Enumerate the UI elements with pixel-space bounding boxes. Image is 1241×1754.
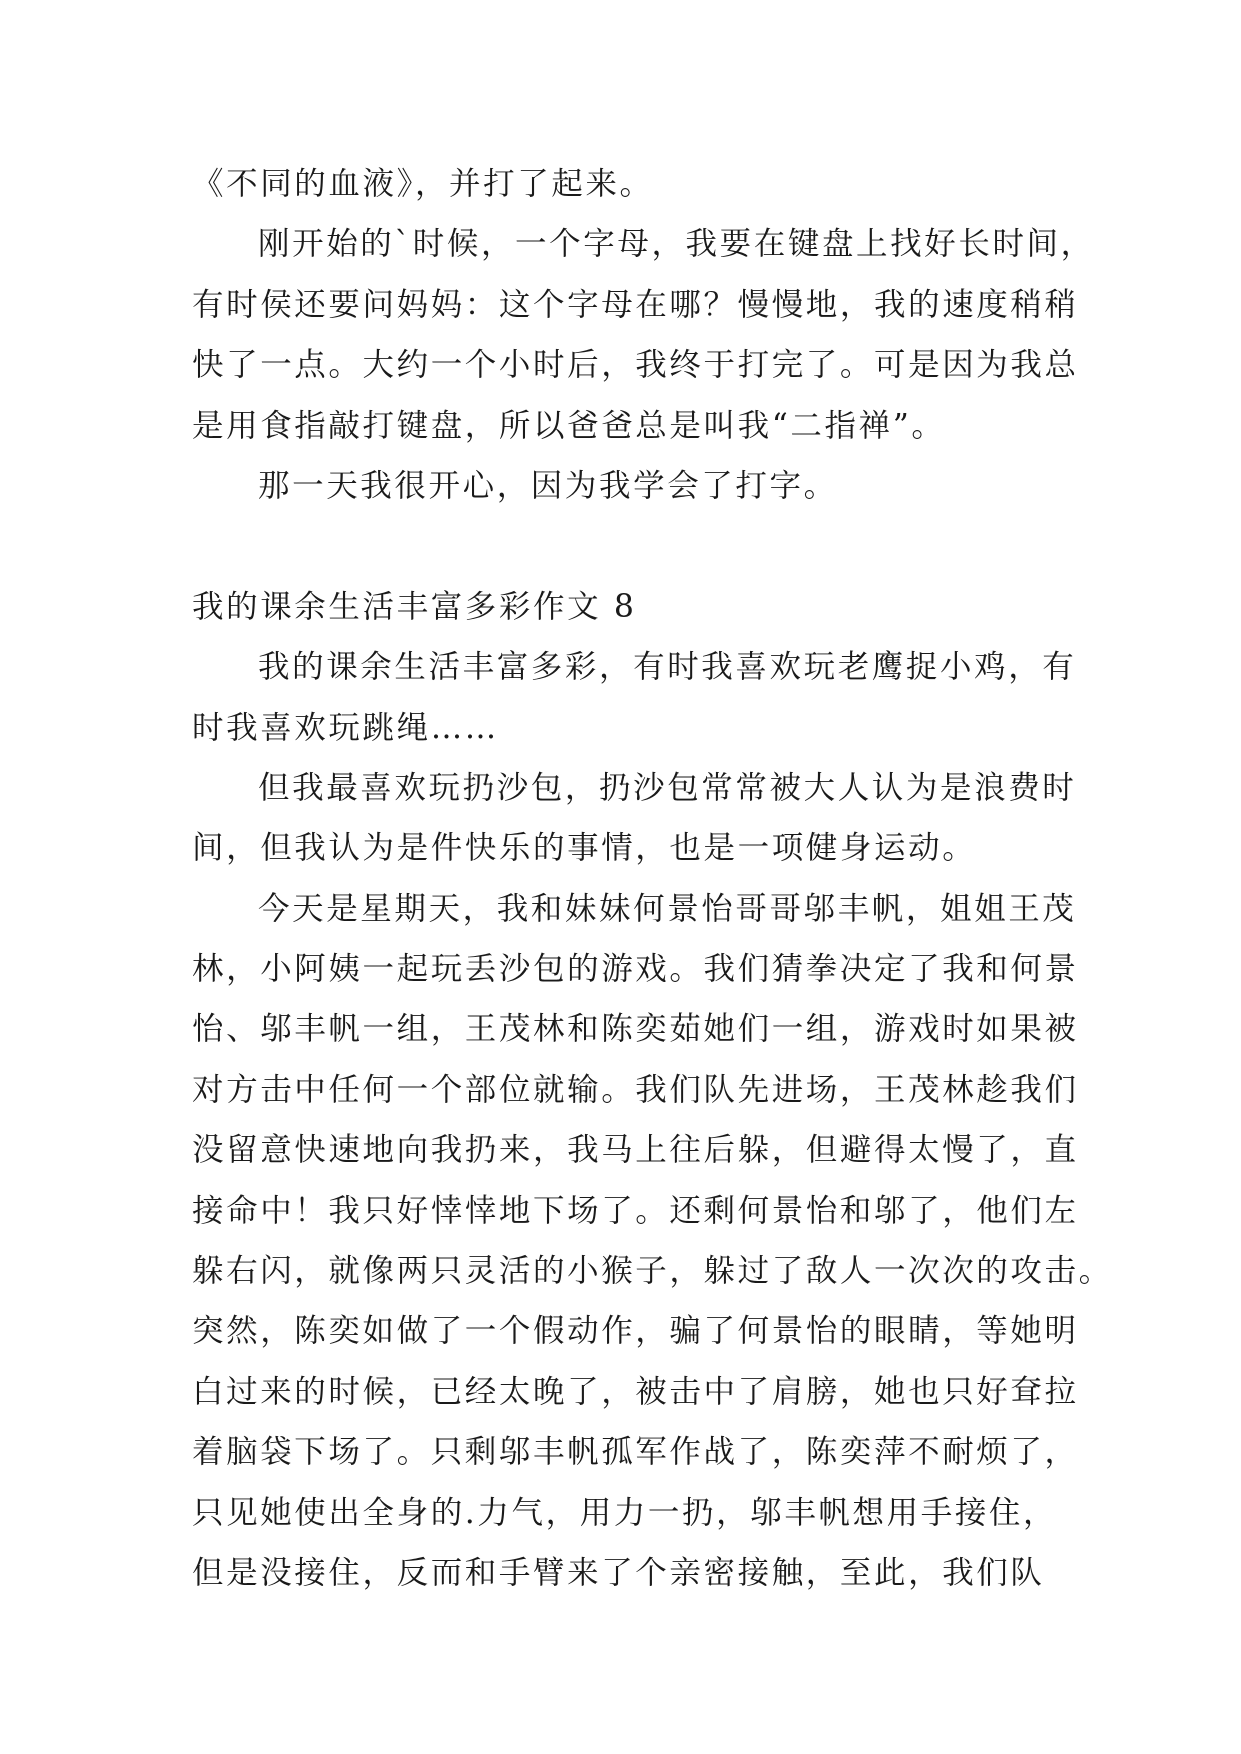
section-gap bbox=[192, 516, 1074, 576]
paragraph-line: 有时侯还要问妈妈：这个字母在哪？慢慢地，我的速度稍稍 bbox=[192, 286, 1079, 323]
paragraph-line: 接命中！我只好悻悻地下场了。还剩何景怡和邬了，他们左 bbox=[192, 1192, 1079, 1229]
paragraph-line: 对方击中任何一个部位就输。我们队先进场，王茂林趁我们 bbox=[192, 1071, 1079, 1108]
paragraph-line: 是用食指敲打键盘，所以爸爸总是叫我“二指禅”。 bbox=[192, 407, 946, 444]
paragraph-line: 刚开始的`时候，一个字母，我要在键盘上找好长时间， bbox=[258, 226, 1095, 263]
document-body bbox=[192, 154, 1113, 1603]
paragraph-line: 快了一点。大约一个小时后，我终于打完了。可是因为我总 bbox=[192, 347, 1079, 384]
paragraph-line: 时我喜欢玩跳绳…… bbox=[192, 709, 499, 746]
paragraph-line: 躲右闪，就像两只灵活的小猴子，躲过了敌人一次次的攻击。 bbox=[192, 1253, 1113, 1290]
paragraph-line: 没留意快速地向我扔来，我马上往后躲，但避得太慢了，直 bbox=[192, 1132, 1079, 1169]
paragraph-line: 突然，陈奕如做了一个假动作，骗了何景怡的眼睛，等她明 bbox=[192, 1313, 1079, 1350]
paragraph-line: 林，小阿姨一起玩丢沙包的游戏。我们猜拳决定了我和何景 bbox=[192, 951, 1079, 988]
paragraph-line: 着脑袋下场了。只剩邬丰帆孤军作战了，陈奕萍不耐烦了， bbox=[192, 1434, 1079, 1471]
paragraph-line: 那一天我很开心，因为我学会了打字。 bbox=[258, 467, 838, 504]
paragraph-line: 今天是星期天，我和妹妹何景怡哥哥邬丰帆，姐姐王茂 bbox=[258, 890, 1077, 927]
paragraph-line: 《不同的血液》，并打了起来。 bbox=[192, 166, 654, 202]
paragraph-line: 我的课余生活丰富多彩，有时我喜欢玩老鹰捉小鸡，有 bbox=[258, 649, 1077, 686]
essay-title: 我的课余生活丰富多彩作文 8 bbox=[192, 588, 637, 625]
paragraph-line: 但我最喜欢玩扔沙包，扔沙包常常被大人认为是浪费时 bbox=[258, 769, 1077, 806]
paragraph-line: 白过来的时候，已经太晚了，被击中了肩膀，她也只好耷拉 bbox=[192, 1373, 1079, 1410]
paragraph-line: 怡、邬丰帆一组，王茂林和陈奕茹她们一组，游戏时如果被 bbox=[192, 1011, 1079, 1048]
paragraph-line: 间，但我认为是件快乐的事情，也是一项健身运动。 bbox=[192, 830, 977, 867]
paragraph-line: 只见她使出全身的.力气，用力一扔，邬丰帆想用手接住， bbox=[192, 1494, 1058, 1531]
paragraph-line: 但是没接住，反而和手臂来了个亲密接触，至此，我们队 bbox=[192, 1554, 1045, 1591]
